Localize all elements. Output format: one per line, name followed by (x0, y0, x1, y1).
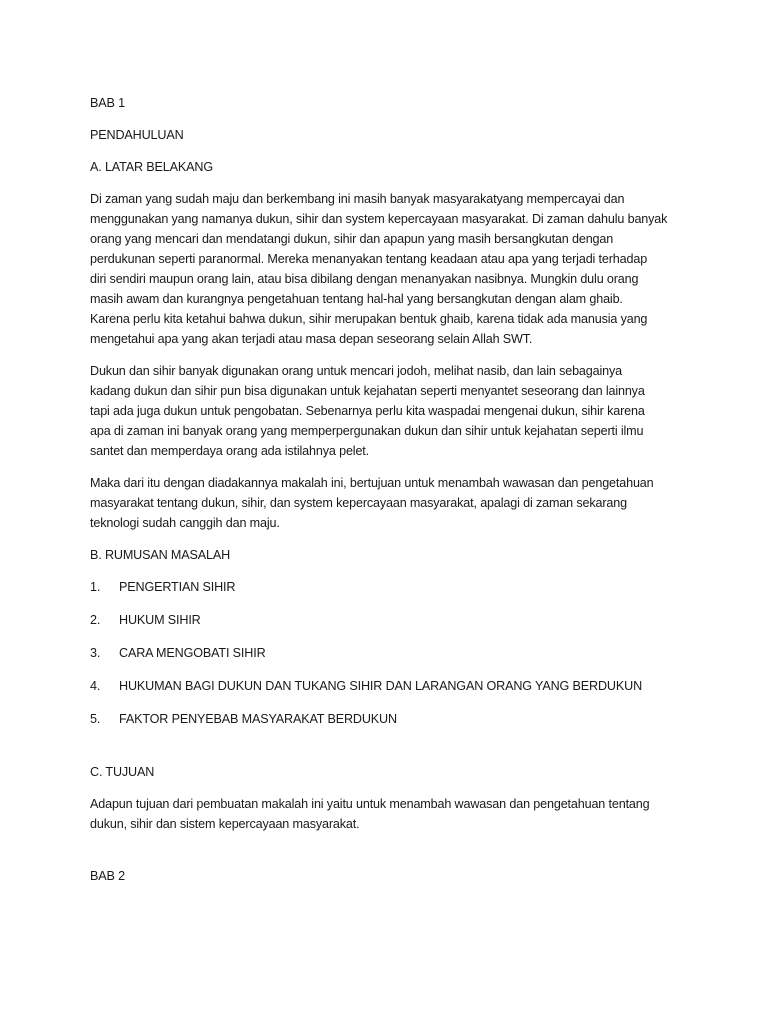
paragraph-line: mengetahui apa yang akan terjadi atau masa depan seseorang selain Allah SWT. (90, 332, 533, 346)
paragraph-line: diri sendiri maupun orang lain, atau bisa dibilang dengan menanyakan nasibnya. Mungkin dulu orang (90, 272, 639, 286)
list-text: HUKUM SIHIR (119, 613, 201, 627)
chapter-title: PENDAHULUAN (90, 128, 184, 142)
paragraph-line: santet dan memperdaya orang ada istilahnya pelet. (90, 444, 369, 458)
paragraph-2 (90, 361, 680, 461)
spacer (90, 846, 680, 866)
list-item (90, 643, 680, 663)
paragraph-line: Dukun dan sihir banyak digunakan orang untuk mencari jodoh, melihat nasib, dan lain sebagainya (90, 364, 622, 378)
paragraph-line: kadang dukun dan sihir pun bisa digunakan untuk kejahatan seperti menyantet seseorang dan lainnya (90, 384, 645, 398)
paragraph-4 (90, 794, 680, 834)
chapter-heading-2: BAB 2 (90, 869, 125, 883)
paragraph-line: apa di zaman ini banyak orang yang memperpergunakan dukun dan sihir untuk kejahatan seperti ilmu (90, 424, 644, 438)
document-page (90, 93, 680, 898)
paragraph-line: Adapun tujuan dari pembuatan makalah ini yaitu untuk menambah wawasan dan pengetahuan tentang (90, 797, 650, 811)
paragraph-line: tapi ada juga dukun untuk pengobatan. Sebenarnya perlu kita waspadai mengenai dukun, sihir karena (90, 404, 645, 418)
list-text: CARA MENGOBATI SIHIR (119, 646, 266, 660)
list-item (90, 577, 680, 597)
list-text: HUKUMAN BAGI DUKUN DAN TUKANG SIHIR DAN LARANGAN ORANG YANG BERDUKUN (119, 679, 643, 693)
paragraph-line: dukun, sihir dan sistem kepercayaan masyarakat. (90, 817, 360, 831)
list-number: 4. (90, 679, 101, 693)
list-text: PENGERTIAN SIHIR (119, 580, 236, 594)
paragraph-line: Karena perlu kita ketahui bahwa dukun, sihir merupakan bentuk ghaib, karena tidak ada manusia yang (90, 312, 648, 326)
paragraph-line: masyarakat tentang dukun, sihir, dan system kepercayaan masyarakat, apalagi di zaman sekarang (90, 496, 627, 510)
paragraph-1 (90, 189, 680, 349)
list-number: 3. (90, 646, 101, 660)
paragraph-line: teknologi sudah canggih dan maju. (90, 516, 280, 530)
list-number: 1. (90, 580, 101, 594)
paragraph-line: orang yang mencari dan mendatangi dukun, sihir dan apapun yang masih bersangkutan dengan (90, 232, 614, 246)
list-item (90, 709, 680, 729)
section-heading-b: B. RUMUSAN MASALAH (90, 548, 231, 562)
paragraph-3 (90, 473, 680, 533)
paragraph-line: masih awam dan kurangnya pengetahuan tentang hal-hal yang bersangkutan dengan alam ghaib. (90, 292, 623, 306)
list-item (90, 676, 680, 696)
problem-list (90, 577, 680, 729)
list-number: 2. (90, 613, 101, 627)
paragraph-line: perdukunan seperti paranormal. Mereka menanyakan tentang keadaan atau apa yang terjadi terhadap (90, 252, 648, 266)
paragraph-line: Di zaman yang sudah maju dan berkembang ini masih banyak masyarakatyang mempercayai dan (90, 192, 625, 206)
list-number: 5. (90, 712, 101, 726)
section-heading-c: C. TUJUAN (90, 765, 155, 779)
spacer (90, 742, 680, 762)
paragraph-line: Maka dari itu dengan diadakannya makalah ini, bertujuan untuk menambah wawasan dan pengetahuan (90, 476, 654, 490)
list-item (90, 610, 680, 630)
paragraph-line: menggunakan yang namanya dukun, sihir dan system kepercayaan masyarakat. Di zaman dahulu banyak (90, 212, 668, 226)
section-heading-a: A. LATAR BELAKANG (90, 160, 213, 174)
chapter-heading: BAB 1 (90, 96, 125, 110)
list-text: FAKTOR PENYEBAB MASYARAKAT BERDUKUN (119, 712, 397, 726)
